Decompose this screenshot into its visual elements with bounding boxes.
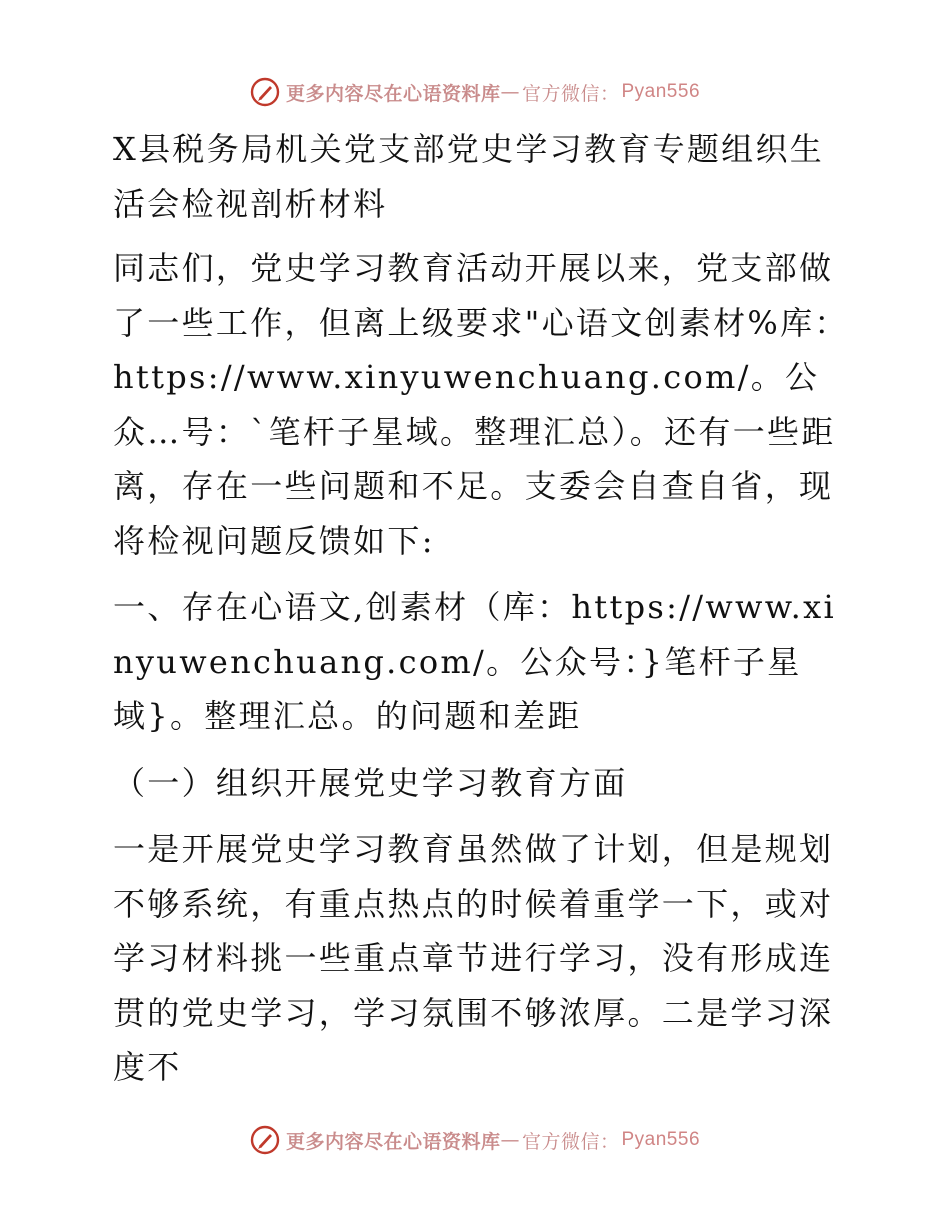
header-watermark [0,72,950,112]
watermark-wechat-label: 官方微信： [521,82,620,105]
quill-logo-icon [250,77,280,107]
document-body [97,122,849,1095]
section-heading-1: 一、存在心语文,创素材（库：https://www.xinyuwenchuang.com/。公众号：}笔杆子星域}。整理汇总。的问题和差距 [113,588,836,735]
subsection-heading-1: （一）组织开展党史学习教育方面 [113,763,628,802]
watermark-dash: — [500,81,520,103]
watermark-wechat-label: 官方微信： [521,1130,620,1153]
paragraph-body-1: 一是开展党史学习教育虽然做了计划，但是规划不够系统，有重点热点的时候着重学一下，或对学习材料挑一些重点章节进行学习，没有形成连贯的党史学习，学习氛围不够浓厚。二是学习深度不 [113,830,834,1086]
paragraph-intro: 同志们，党史学习教育活动开展以来，党支部做了一些工作，但离上级要求"心语文创素材%库：https://www.xinyuwenchuang.com/。公众…号：`笔杆子星域。整理汇总）。还有一些距离，存在一些问题和不足。支委会自查自省，现将检视问题反馈如下: [113,249,849,560]
watermark-wechat-id: Pyan556 [621,1129,701,1150]
watermark-text: 更多内容尽在心语资料库 [285,1130,501,1153]
document-title: X县税务局机关党支部党史学习教育专题组织生活会检视剖析材料 [113,130,825,223]
watermark-wechat-id: Pyan556 [621,81,701,102]
watermark-dash: — [500,1129,520,1151]
quill-logo-icon [250,1125,280,1155]
watermark-text: 更多内容尽在心语资料库 [285,82,501,105]
footer-watermark [0,1120,950,1160]
